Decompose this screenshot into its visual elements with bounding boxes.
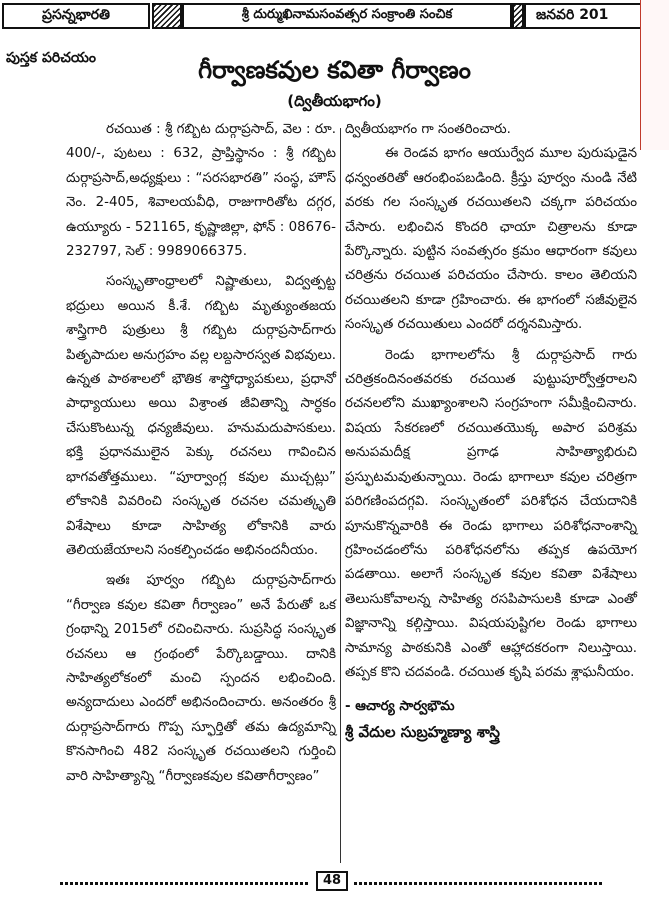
left-column [66, 118, 336, 789]
article-subtitle: (ద్వితీయభాగం) [287, 92, 382, 110]
book-details: రచయిత : శ్రీ గబ్బిట దుర్గాప్రసాద్, వెల : రూ. 400/-, పుటలు : 632, ప్రాప్తిస్థానం : శ్రీ గబ్బిట దుర్గాప్రసాద్,అధ్యక్షులు : “సరసభారతి” సంస్థ, హౌస్ నెం. 2-405, శివాలయవీధి, రాజుగారితోట దగ్గర, ఉయ్యూరు - 521165, కృష్ణాజిల్లా, ఫోన్ : 08676-232797, సెల్ : 9989066375. [66, 122, 337, 260]
page-number: 48 [316, 871, 348, 891]
continuation-line: ద్వితీయభాగం గా సంతరించారు. [345, 122, 511, 137]
right-column [345, 118, 637, 744]
section-label: పుస్తక పరిచయం [6, 50, 96, 66]
page-header [2, 3, 642, 31]
magazine-name: ప్రసన్నభారతి [2, 3, 150, 29]
author-intro-paragraph: సంస్కృతాంధ్రాలలో నిష్ణాతులు, విద్వత్పట్ట భద్రులు అయిన కీ.శే. గబ్బిట మృత్యుంతజయ శాస్త్రిగారి పుత్రులు శ్రీ గబ్బిట దుర్గాప్రసాద్‌గారు పితృపాదుల అనుగ్రహం వల్ల లబ్దసారస్వత విభవులు. ఉన్నత పాఠశాలలో భౌతిక శాస్త్రోధ్యాపకులు, ప్రధానో పాధ్యాయులు అయి విశ్రాంత జీవితాన్ని సార్ధకం చేసుకొంటున్న ధన్యజీవులు. హనుమదుపాసకులు. భక్తి ప్రధానములైన పెక్కు రచనలు గావించిన భాగవతోత్తములు. “పూర్వాంగ్ల కవుల ముచ్చట్లు” లోకానికి వివరించి సంస్కృత రచనల చమత్కృతి విశేషాలు కూడా సాహిత్య లోకానికి వారు తెలియజేయాలని సంకల్పించడం అభినందనీయం. [66, 274, 336, 558]
article-title: గీర్వాణకవుల కవితా గీర్వాణం [198, 56, 471, 84]
reviewer-title: - ఆచార్య సార్వభౌమ [345, 699, 455, 715]
issue-title: శ్రీ దుర్ముఖినామసంవత్సర సంక్రాంతి సంచిక [182, 3, 512, 29]
header-hatch-right [512, 3, 524, 29]
footer-rule-left [60, 882, 310, 885]
second-part-paragraph: ఈ రెండవ భాగం ఆయుర్వేద మూల పురుషుడైన ధన్వంతరితో ఆరంభింపబడింది. క్రీస్తు పూర్వం నుండి నేటి వరకు గల సంస్కృత రచయితలని చక్కగా పరిచయం చేసారు. లభించిన కొందరి ఛాయా చిత్రాలను కూడా పేర్కొన్నారు. పుట్టిన సంవత్సరం క్రమం ఆధారంగా కవులు చరిత్రను రచయిత పరిచయం చేసారు. కాలం తెలియని రచయితలని కూడా గ్రహించారు. ఈ భాగంలో సజీవులైన సంస్కృత రచయితులు ఎందరో దర్శనమిస్తారు. [345, 146, 637, 333]
header-hatch-left [152, 3, 182, 29]
reviewer-name: శ్రీ వేదుల సుబ్రహ్మణ్యా శాస్త్రి [345, 722, 500, 741]
issue-date: జనవరి 201 [524, 3, 644, 29]
column-divider [340, 128, 341, 863]
review-paragraph: రెండు భాగాలలోను శ్రీ దుర్గాప్రసాద్ గారు చరిత్రకందినంతవరకు రచయిత పుట్టుపూర్వోత్తరాలని రచనలలోని ముఖ్యాంశాలని సంగ్రహంగా సమీక్షించినారు. విషయ సేకరణలో రచయితయొక్క అపార పరిశ్రమ అనుపమదీక్ష ప్రగాఢ సాహిత్యాభిరుచి ప్రస్ఫుటమవుతున్నాయి. రెండు భాగాలూ కవుల చరిత్రగా పరిగణింపదగ్గవి. సంస్కృతంలో పరిశోధన చేయదానికి పూనుకొన్నవారికి ఈ రెండు భాగాలు పరిశోధనాంశాన్ని గ్రహించడంలోను పరిశోధనలోను తప్పక ఉపయోగ పడతాయి. అలాగే సంస్కృత కవుల కవితా విశేషాలు తెలుసుకోవాలన్న సాహిత్య రసపిపాసులకి కూడా ఎంతో విజ్ఞానాన్ని కల్గిస్తాయి. విషయపుష్టిగల రెండు భాగాలు సామాన్య పాఠకునికి ఎంతో ఆహ్లాదకరంగా నిలుస్తాయి. తప్పక కొని చదవండి. రచయిత కృషి పరమ శ్లాఘనీయం. [345, 347, 637, 680]
footer-rule-right [354, 882, 604, 885]
first-part-paragraph: ఇతః పూర్వం గబ్బిట దుర్గాప్రసాద్‌గారు “గీర్వాణ కవుల కవితా గీర్వాణం” అనే పేరుతో ఒక గ్రంథాన్ని 2015లో రచించినారు. సుప్రసిద్ధ సంస్కృత రచనలు ఆ గ్రంథంలో పేర్కొబడ్డాయి. దానికి సాహిత్యలోకంలో మంచి స్పందన లభించింది. అన్యదాదులు ఎందరో అభినందించారు. అనంతరం శ్రీ దుర్గాప్రసాద్‌గారు గొప్ప స్ఫూర్తితో తమ ఉద్యమాన్ని కొనసాగించి 482 సంస్కృత రచయితలని గుర్తించి వారి సాహిత్యాన్ని “గీర్వాణకవుల కవితాగీర్వాణం” [66, 573, 336, 784]
